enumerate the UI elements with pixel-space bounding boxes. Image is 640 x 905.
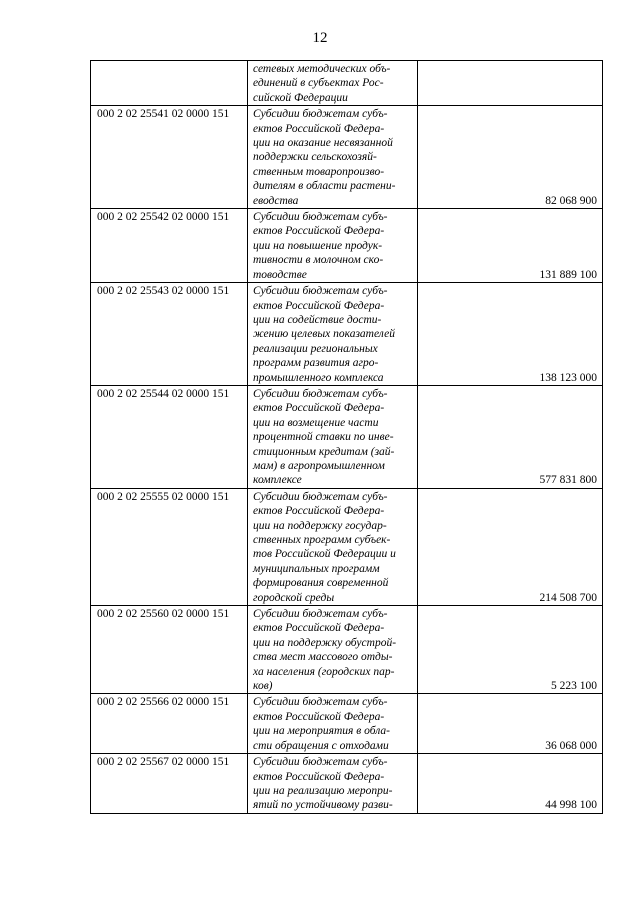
budget-name-line: жению целевых показателей xyxy=(253,328,395,341)
budget-name-line: комплексе xyxy=(253,474,302,487)
budget-amount-cell: 577 831 800 xyxy=(418,385,603,488)
budget-code-cell xyxy=(91,61,248,106)
budget-table xyxy=(90,60,603,814)
budget-name-text xyxy=(253,107,413,208)
budget-name-line: ков) xyxy=(253,680,273,693)
budget-code-cell: 000 2 02 25555 02 0000 151 xyxy=(91,488,248,605)
budget-code-cell: 000 2 02 25542 02 0000 151 xyxy=(91,209,248,283)
budget-name-line: Субсидии бюджетам субъ- xyxy=(253,490,388,503)
budget-name-text xyxy=(253,695,413,753)
budget-name-line: реализации региональных xyxy=(253,342,378,355)
budget-name-line: ятий по устойчивому разви- xyxy=(253,799,393,812)
budget-name-cell xyxy=(248,283,418,386)
budget-name-cell xyxy=(248,61,418,106)
budget-amount-cell xyxy=(418,61,603,106)
budget-code-cell: 000 2 02 25567 02 0000 151 xyxy=(91,754,248,814)
budget-code-cell: 000 2 02 25566 02 0000 151 xyxy=(91,694,248,754)
budget-name-line: ции на поддержку государ- xyxy=(253,519,387,532)
budget-name-line: ции на повышение продук- xyxy=(253,239,383,252)
budget-name-line: ектов Российской Федера- xyxy=(253,622,385,635)
budget-name-line: ектов Российской Федера- xyxy=(253,225,385,238)
budget-name-line: ции на реализацию меропри- xyxy=(253,784,393,797)
budget-name-line: процентной ставки по инве- xyxy=(253,431,394,444)
budget-amount-cell: 131 889 100 xyxy=(418,209,603,283)
budget-name-line: ектов Российской Федера- xyxy=(253,122,385,135)
budget-name-cell xyxy=(248,754,418,814)
budget-name-line: сетевых методических объ- xyxy=(253,63,391,75)
budget-name-line: мам) в агропромышленном xyxy=(253,459,385,472)
budget-name-line: Субсидии бюджетам субъ- xyxy=(253,285,388,298)
table-row xyxy=(91,61,603,106)
table-row xyxy=(91,106,603,209)
table-row xyxy=(91,209,603,283)
budget-name-line: поддержки сельскохозяй- xyxy=(253,151,377,164)
budget-name-line: товодстве xyxy=(253,268,307,281)
budget-name-line: ственным товаропроизво- xyxy=(253,165,385,178)
budget-name-cell xyxy=(248,488,418,605)
budget-name-line: ектов Российской Федера- xyxy=(253,299,385,312)
budget-name-line: ственных программ субъек- xyxy=(253,534,391,546)
table-row xyxy=(91,694,603,754)
budget-name-line: стиционным кредитам (зай- xyxy=(253,445,395,458)
budget-name-line: еводства xyxy=(253,194,299,207)
table-row xyxy=(91,283,603,386)
budget-amount-cell: 82 068 900 xyxy=(418,106,603,209)
budget-name-line: ства мест массового отды- xyxy=(253,651,393,664)
budget-name-line: тивности в молочном ско- xyxy=(253,254,384,267)
budget-name-text xyxy=(253,755,413,813)
budget-name-cell xyxy=(248,106,418,209)
budget-amount-cell: 5 223 100 xyxy=(418,606,603,694)
budget-name-line: Субсидии бюджетам субъ- xyxy=(253,608,388,621)
table-row xyxy=(91,754,603,814)
budget-name-text xyxy=(253,62,413,105)
table-row xyxy=(91,488,603,605)
budget-name-cell xyxy=(248,606,418,694)
budget-amount-cell: 44 998 100 xyxy=(418,754,603,814)
budget-name-cell xyxy=(248,385,418,488)
budget-name-line: ции на содействие дости- xyxy=(253,313,382,326)
budget-amount-cell: 214 508 700 xyxy=(418,488,603,605)
budget-code-cell: 000 2 02 25544 02 0000 151 xyxy=(91,385,248,488)
budget-name-line: сийской Федерации xyxy=(253,91,348,104)
budget-name-line: муниципальных программ xyxy=(253,562,380,575)
budget-name-line: программ развития агро- xyxy=(253,357,379,370)
budget-name-line: Субсидии бюджетам субъ- xyxy=(253,211,388,224)
budget-name-line: Субсидии бюджетам субъ- xyxy=(253,108,388,121)
budget-name-line: ции на оказание несвязанной xyxy=(253,137,393,150)
budget-name-text xyxy=(253,210,413,282)
budget-name-line: ектов Российской Федера- xyxy=(253,402,385,415)
budget-name-line: ектов Российской Федера- xyxy=(253,710,385,723)
budget-code-cell: 000 2 02 25543 02 0000 151 xyxy=(91,283,248,386)
budget-name-cell xyxy=(248,209,418,283)
budget-name-line: Субсидии бюджетам субъ- xyxy=(253,756,388,769)
budget-name-text xyxy=(253,490,413,605)
budget-amount-cell: 36 068 000 xyxy=(418,694,603,754)
budget-name-line: ции на возмещение части xyxy=(253,416,379,429)
budget-amount-cell: 138 123 000 xyxy=(418,283,603,386)
budget-name-line: дителям в области растени- xyxy=(253,180,396,193)
budget-name-line: Субсидии бюджетам субъ- xyxy=(253,696,388,709)
budget-name-line: ектов Российской Федера- xyxy=(253,770,385,783)
budget-name-line: ектов Российской Федера- xyxy=(253,505,385,518)
budget-name-line: Субсидии бюджетам субъ- xyxy=(253,387,388,400)
page-number: 12 xyxy=(312,30,328,46)
budget-name-line: сти обращения с отходами xyxy=(253,739,389,752)
table-row xyxy=(91,385,603,488)
budget-name-cell xyxy=(248,694,418,754)
budget-name-line: единений в субъектах Рос- xyxy=(253,77,384,90)
budget-code-cell: 000 2 02 25560 02 0000 151 xyxy=(91,606,248,694)
budget-name-line: промышленного комплекса xyxy=(253,371,384,384)
budget-name-text xyxy=(253,387,413,488)
budget-name-text xyxy=(253,607,413,693)
budget-name-line: городской среды xyxy=(253,591,335,604)
budget-name-line: тов Российской Федерации и xyxy=(253,548,396,561)
budget-code-cell: 000 2 02 25541 02 0000 151 xyxy=(91,106,248,209)
budget-name-line: ции на мероприятия в обла- xyxy=(253,725,390,738)
budget-name-text xyxy=(253,284,413,385)
table-row xyxy=(91,606,603,694)
budget-name-line: формирования современной xyxy=(253,577,389,590)
budget-name-line: ции на поддержку обустрой- xyxy=(253,636,397,649)
budget-name-line: ха населения (городских пар- xyxy=(253,665,395,678)
